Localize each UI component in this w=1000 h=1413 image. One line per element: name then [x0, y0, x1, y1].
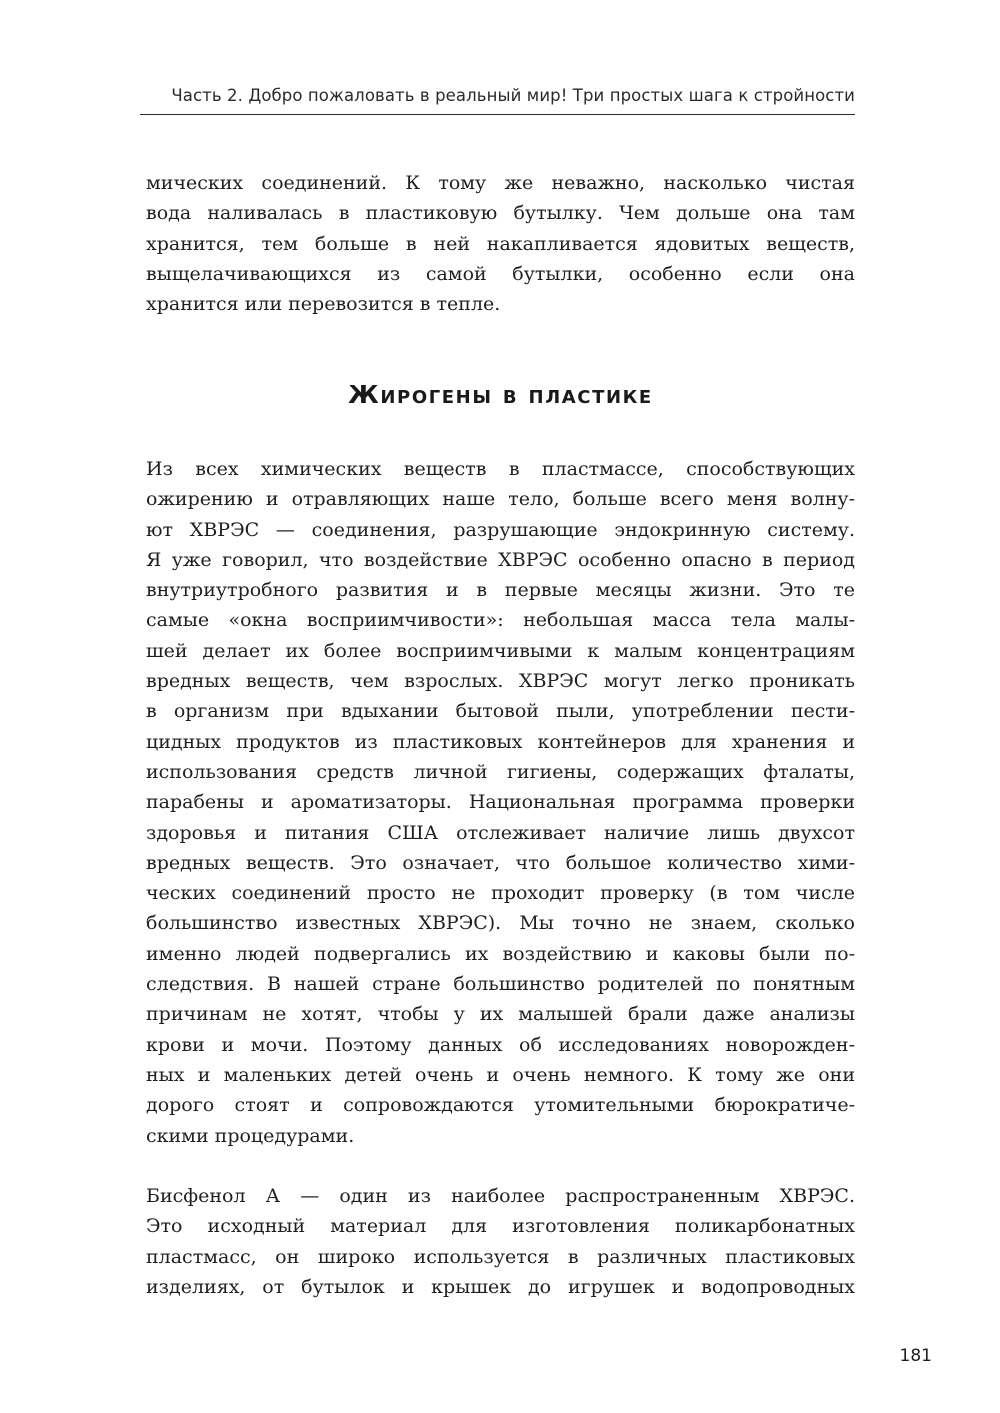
paragraph-plastic-chemicals: [146, 454, 855, 1151]
text-line: выщелачивающихся из самой бутылки, особенно если она: [146, 262, 855, 285]
section-heading: Жирогены в пластике: [348, 380, 653, 409]
text-line: хранится или перевозится в тепле.: [146, 293, 501, 316]
text-line: изделиях, от бутылок и крышек до игрушек и водопроводных: [146, 1275, 855, 1298]
text-line: большинство известных ХВРЭС). Мы точно не знаем, сколько: [146, 912, 855, 935]
text-line: цидных продуктов из пластиковых контейнеров для хранения и: [146, 730, 855, 753]
text-line: скими процедурами.: [146, 1124, 355, 1147]
text-line: здоровья и питания США отслеживает наличие лишь двухсот: [146, 821, 855, 844]
paragraph-bisphenol-a: [146, 1181, 855, 1302]
text-line: причинам не хотят, чтобы у их малышей брали даже анализы: [146, 1003, 855, 1026]
header-rule: [140, 114, 855, 115]
text-line: в организм при вдыхании бытовой пыли, употреблении пести-: [146, 700, 855, 723]
text-line: ческих соединений просто не проходит проверку (в том числе: [146, 882, 855, 905]
text-line: вредных веществ, чем взрослых. ХВРЭС могут легко проникать: [146, 670, 855, 693]
text-line: пластмасс, он широко используется в различных пластиковых: [146, 1245, 855, 1268]
text-line: Это исходный материал для изготовления поликарбонатных: [146, 1215, 855, 1238]
text-line: ют ХВРЭС — соединения, разрушающие эндокринную систему.: [146, 518, 855, 541]
text-line: именно людей подвергались их воздействию и каковы были по-: [146, 942, 855, 965]
text-line: ожирению и отравляющих наше тело, больше всего меня волну-: [146, 488, 855, 511]
text-line: дорого стоят и сопровождаются утомительными бюрократиче-: [146, 1094, 855, 1117]
text-line: самые «окна восприимчивости»: небольшая масса тела малы-: [146, 609, 855, 632]
page-number: 181: [899, 1346, 932, 1366]
text-line: вода наливалась в пластиковую бутылку. Чем дольше она там: [146, 202, 855, 225]
text-line: Бисфенол А — один из наиболее распространенным ХВРЭС.: [146, 1185, 855, 1207]
text-line: Из всех химических веществ в пластмассе, способствующих: [146, 458, 855, 480]
text-line: вредных веществ. Это означает, что большое количество хими-: [146, 851, 855, 874]
text-line: использования средств личной гигиены, содержащих фталаты,: [146, 760, 855, 783]
paragraph-continued: [146, 168, 855, 319]
text-line: Я уже говорил, что воздействие ХВРЭС особенно опасно в период: [146, 548, 855, 571]
text-line: крови и мочи. Поэтому данных об исследованиях новорожден-: [146, 1033, 855, 1056]
text-line: хранится, тем больше в ней накапливается ядовитых веществ,: [146, 232, 855, 255]
text-line: внутриутробного развития и в первые месяцы жизни. Это те: [146, 579, 855, 602]
text-line: шей делает их более восприимчивыми к малым концентрациям: [146, 639, 855, 662]
running-header: Часть 2. Добро пожаловать в реальный мир! Три простых шага к стройности: [171, 86, 855, 105]
text-line: следствия. В нашей стране большинство родителей по понятным: [146, 973, 855, 996]
text-line: ных и маленьких детей очень и очень немного. К тому же они: [146, 1063, 855, 1086]
text-line: мических соединений. К тому же неважно, насколько чистая: [146, 172, 855, 194]
text-line: парабены и ароматизаторы. Национальная программа проверки: [146, 791, 855, 814]
